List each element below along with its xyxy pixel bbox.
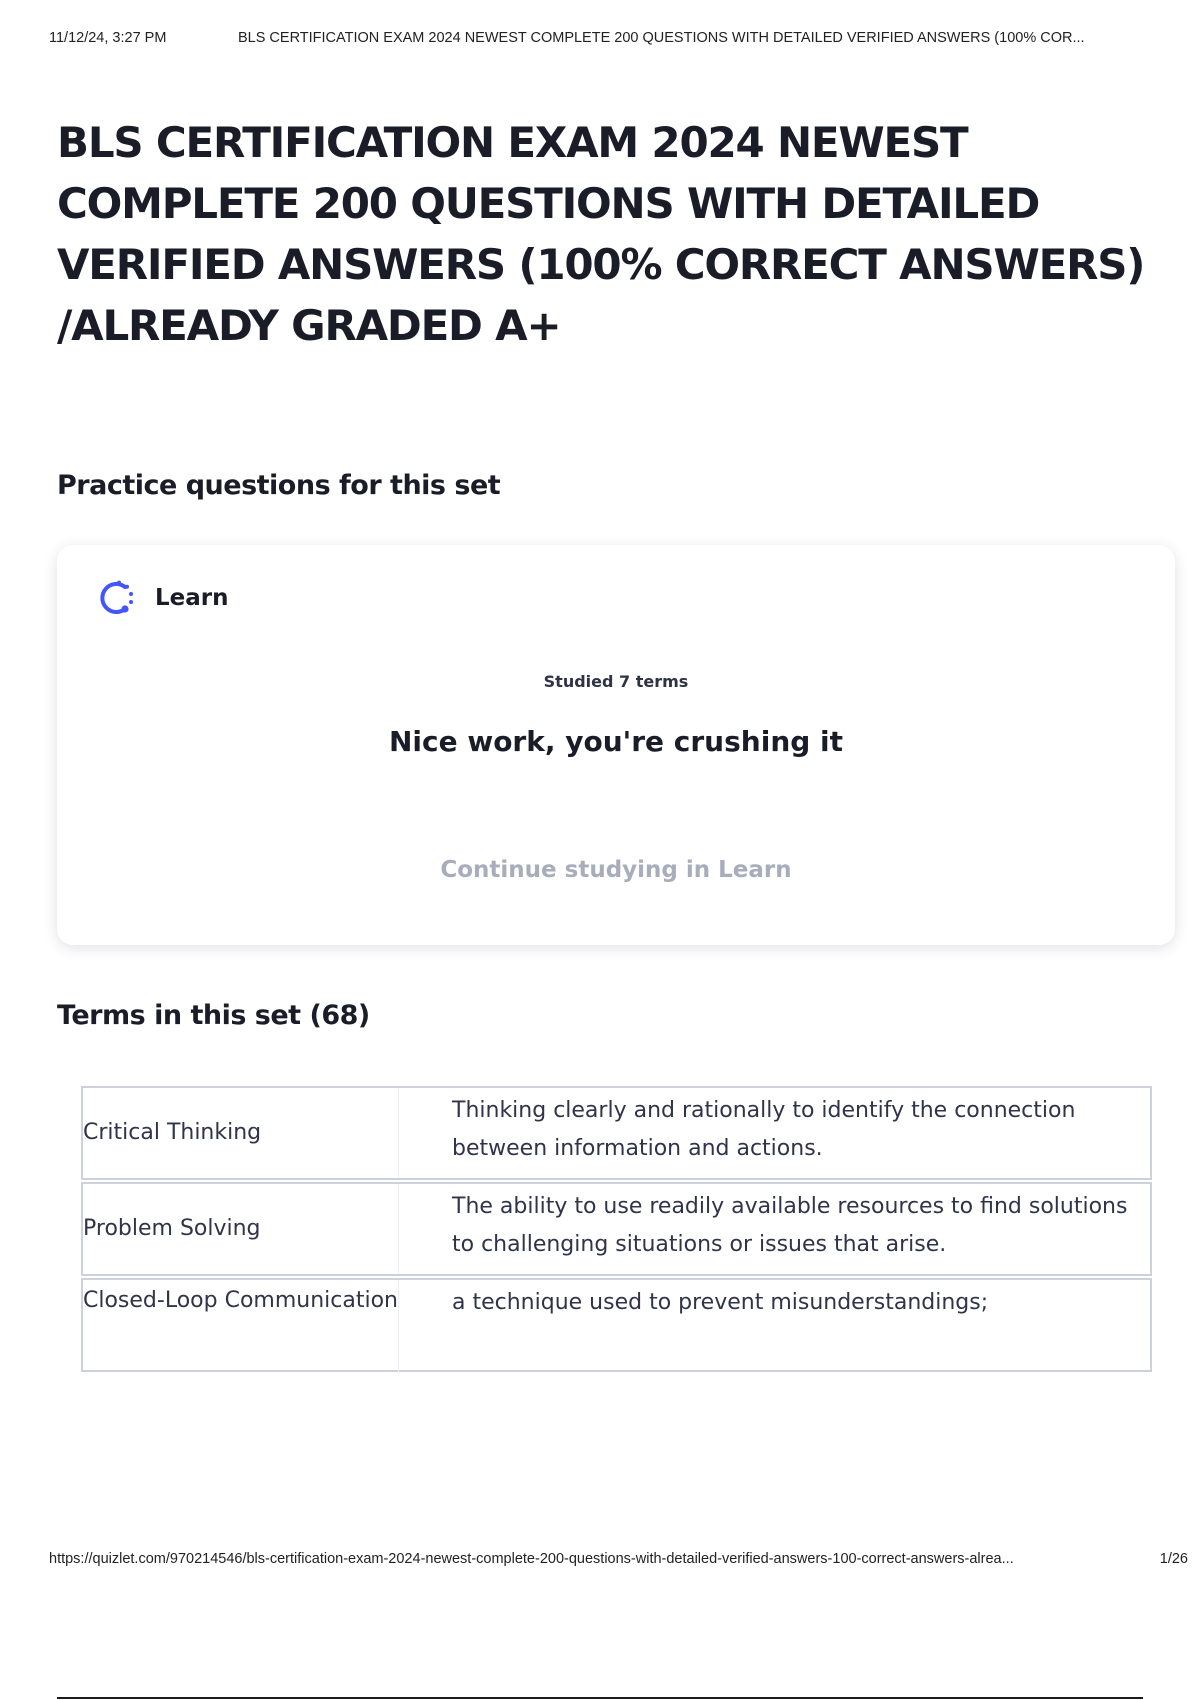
- term-text: Closed-Loop Communication: [83, 1280, 399, 1372]
- print-header: [49, 30, 1186, 50]
- term-definition: a technique used to prevent misunderstandings;: [452, 1290, 989, 1315]
- page-title: BLS CERTIFICATION EXAM 2024 NEWEST COMPLETE 200 QUESTIONS WITH DETAILED VERIFIED ANSWERS (100% CORRECT ANSWERS) /ALREADY GRADED A+: [57, 118, 1145, 350]
- term-text: Problem Solving: [83, 1184, 399, 1274]
- terms-section-heading: Terms in this set (68): [57, 1000, 370, 1031]
- term-definition: Thinking clearly and rationally to identify the connection between information and actions.: [452, 1098, 1076, 1161]
- learn-card-header[interactable]: [95, 575, 229, 621]
- learn-progress-icon: [95, 576, 139, 620]
- print-datetime: 11/12/24, 3:27 PM: [49, 30, 167, 46]
- term-row: [81, 1278, 1152, 1372]
- term-text: Critical Thinking: [83, 1088, 399, 1178]
- print-footer: [49, 1551, 1188, 1571]
- praise-message: Nice work, you're crushing it: [388, 725, 844, 758]
- page-indicator: 1/26: [1159, 1551, 1188, 1567]
- terms-table: [81, 1086, 1152, 1374]
- learn-label: Learn: [155, 585, 229, 611]
- term-definition: The ability to use readily available resources to find solutions to challenging situations or issues that arise.: [452, 1194, 1128, 1257]
- studied-count-text: Studied 7 terms: [543, 672, 689, 691]
- term-row: [81, 1086, 1152, 1180]
- term-row: [81, 1182, 1152, 1276]
- print-footer-url: https://quizlet.com/970214546/bls-certification-exam-2024-newest-complete-200-questions-with-detailed-verified-answers-100-correct-answers-alrea...: [49, 1551, 1014, 1567]
- learn-card: [57, 545, 1175, 945]
- page-divider: [57, 1697, 1143, 1699]
- continue-learn-button[interactable]: Continue studying in Learn: [440, 857, 792, 883]
- print-document-title: BLS CERTIFICATION EXAM 2024 NEWEST COMPLETE 200 QUESTIONS WITH DETAILED VERIFIED ANSWERS (100% COR...: [238, 30, 1085, 46]
- practice-section-heading: Practice questions for this set: [57, 470, 501, 501]
